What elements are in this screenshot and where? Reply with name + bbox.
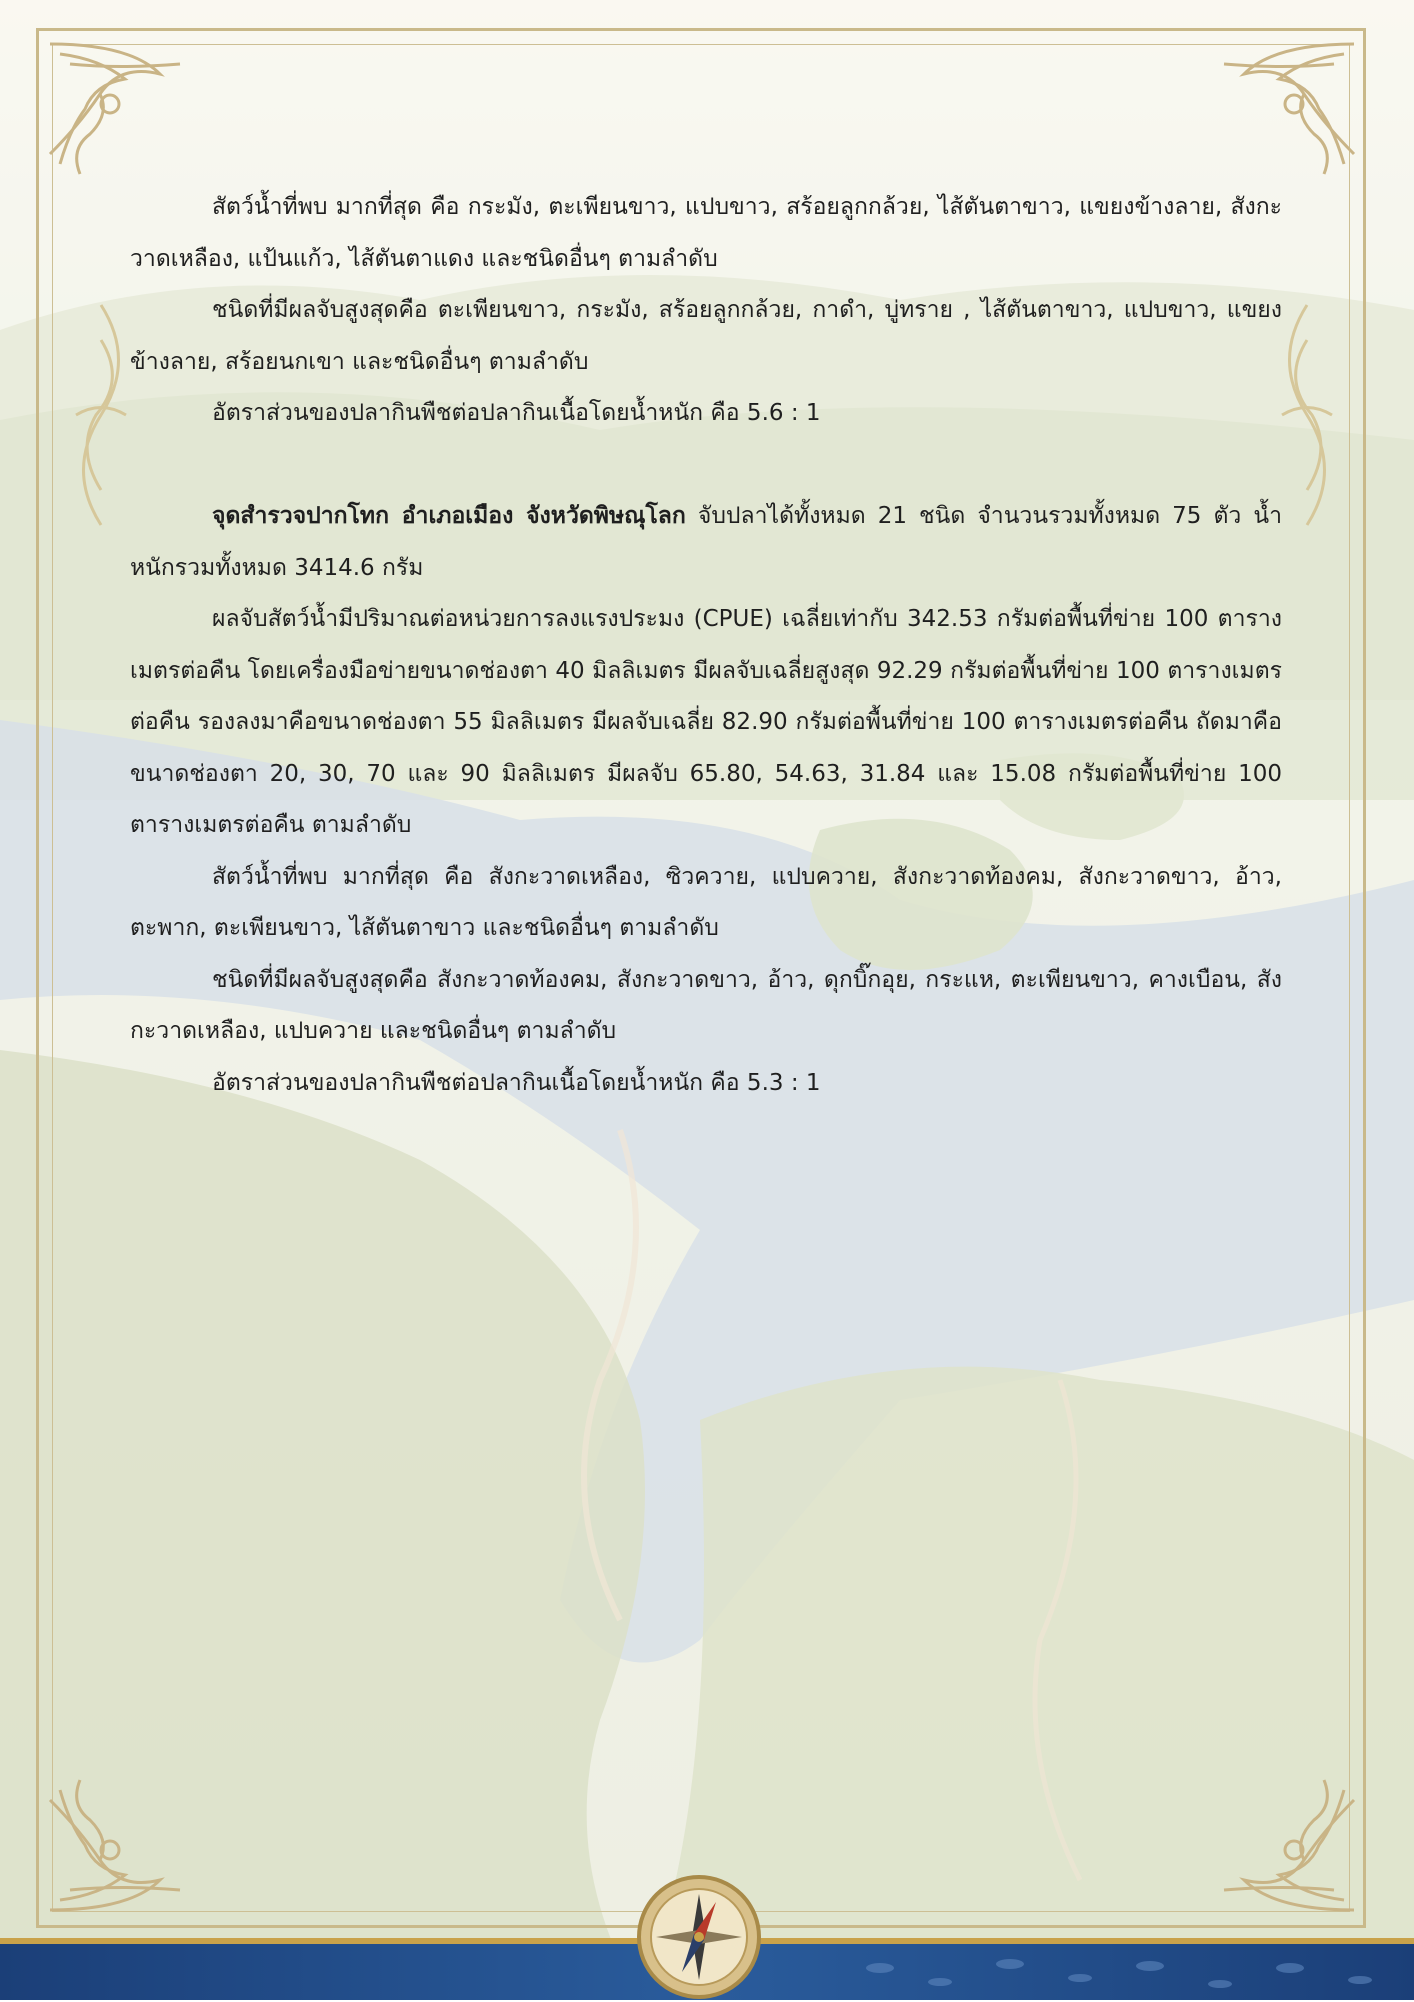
document-body [130, 182, 1282, 1109]
paragraph-highest-catch-2: ชนิดที่มีผลจับสูงสุดคือ สังกะวาดท้องคม, สังกะวาดขาว, อ้าว, ดุกบิ๊กอุย, กระแห, ตะเพียนขาว, คางเบือน, สังกะวาดเหลือง, แปบควาย และชนิดอื่นๆ ตามลำดับ [130, 966, 1282, 1044]
paragraph-cpue: ผลจับสัตว์น้ำมีปริมาณต่อหน่วยการลงแรงประมง (CPUE) เฉลี่ยเท่ากับ 342.53 กรัมต่อพื้นที่ข่าย 100 ตารางเมตรต่อคืน โดยเครื่องมือข่ายขนาดช่องตา 40 มิลลิเมตร มีผลจับเฉลี่ยสูงสุด 92.29 กรัมต่อพื้นที่ข่าย 100 ตารางเมตรต่อคืน รองลงมาคือขนาดช่องตา 55 มิลลิเมตร มีผลจับเฉลี่ย 82.90 กรัมต่อพื้นที่ข่าย 100 ตารางเมตรต่อคืน ถัดมาคือขนาดช่องตา 20, 30, 70 และ 90 มิลลิเมตร มีผลจับ 65.80, 54.63, 31.84 และ 15.08 กรัมต่อพื้นที่ข่าย 100 ตารางเมตรต่อคืน ตามลำดับ [130, 606, 1282, 838]
corner-ornament-icon [40, 1745, 215, 1920]
paragraph-ratio-2: อัตราส่วนของปลากินพืชต่อปลากินเนื้อโดยน้ำหนัก คือ 5.3 : 1 [212, 1069, 821, 1096]
paragraph-species-found-2: สัตว์น้ำที่พบ มากที่สุด คือ สังกะวาดเหลือง, ซิวควาย, แปบควาย, สังกะวาดท้องคม, สังกะวาดขาว, อ้าว, ตะพาก, ตะเพียนขาว, ไส้ตันตาขาว และชนิดอื่นๆ ตามลำดับ [130, 863, 1282, 941]
paragraph-species-found-1: สัตว์น้ำที่พบ มากที่สุด คือ กระมัง, ตะเพียนขาว, แปบขาว, สร้อยลูกกล้วย, ไส้ตันตาขาว, แขยงข้างลาย, สังกะวาดเหลือง, แป้นแก้ว, ไส้ตันตาแดง และชนิดอื่นๆ ตามลำดับ [130, 194, 1282, 272]
paragraph-station-summary [130, 491, 1282, 594]
corner-ornament-icon [1189, 1745, 1364, 1920]
paragraph-spacer [130, 440, 1282, 492]
station-name: จุดสำรวจปากโทก อำเภอเมือง จังหวัดพิษณุโลก [212, 503, 686, 529]
paragraph-highest-catch-1: ชนิดที่มีผลจับสูงสุดคือ ตะเพียนขาว, กระมัง, สร้อยลูกกล้วย, กาดำ, บู่ทราย , ไส้ตันตาขาว, แปบขาว, แขยงข้างลาย, สร้อยนกเขา และชนิดอื่นๆ ตามลำดับ [130, 297, 1282, 375]
station-summary-text: จับปลาได้ทั้งหมด 21 ชนิด จำนวนรวมทั้งหมด 75 ตัว น้ำหนักรวมทั้งหมด 3414.6 กรัม [130, 503, 1282, 581]
compass-icon [634, 1872, 764, 2002]
paragraph-ratio-1: อัตราส่วนของปลากินพืชต่อปลากินเนื้อโดยน้ำหนัก คือ 5.6 : 1 [212, 400, 821, 426]
